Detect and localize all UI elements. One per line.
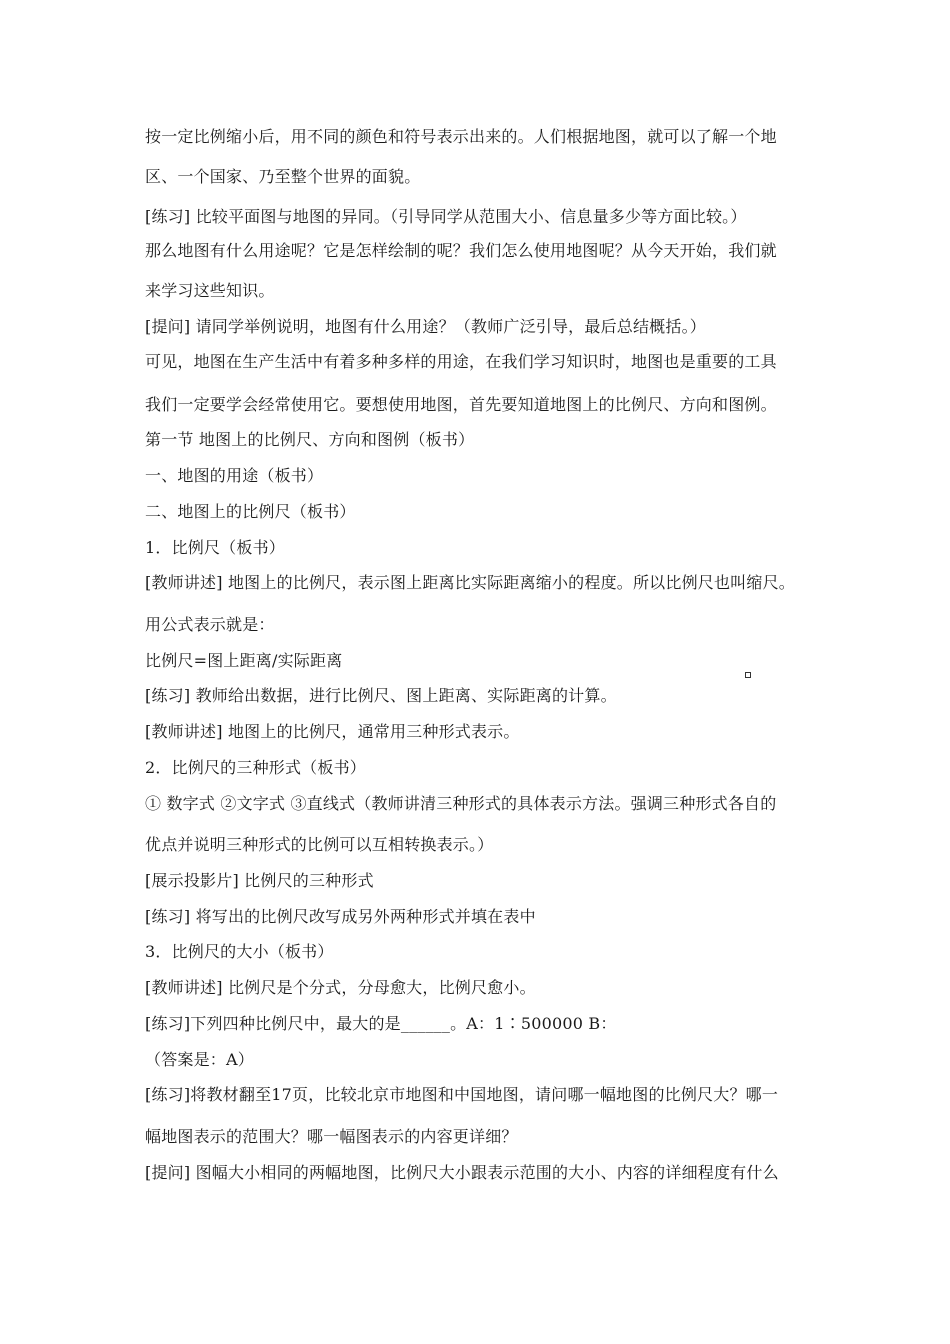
text-line-15: 比例尺=图上距离/实际距离 bbox=[145, 651, 343, 670]
text-line-19: ① 数字式 ②文字式 ③直线式（教师讲清三种形式的具体表示方法。强调三种形式各自的 bbox=[145, 794, 777, 813]
text-line-5: 来学习这些知识。 bbox=[145, 281, 275, 300]
text-line-16: [练习] 教师给出数据，进行比例尺、图上距离、实际距离的计算。 bbox=[145, 686, 617, 705]
text-line-13: [教师讲述] 地图上的比例尺，表示图上距离比实际距离缩小的程度。所以比例尺也叫缩尺。 bbox=[145, 573, 795, 592]
text-line-11: 二、地图上的比例尺（板书） bbox=[145, 502, 356, 521]
text-line-20: 优点并说明三种形式的比例可以互相转换表示。） bbox=[145, 835, 494, 854]
text-line-7: 可见，地图在生产生活中有着多种多样的用途，在我们学习知识时，地图也是重要的工具 bbox=[145, 352, 777, 371]
text-line-27: [练习]将教材翻至17页，比较北京市地图和中国地图，请问哪一幅地图的比例尺大？哪一 bbox=[145, 1085, 779, 1104]
text-line-14: 用公式表示就是： bbox=[145, 615, 275, 634]
text-line-8: 我们一定要学会经常使用它。要想使用地图，首先要知道地图上的比例尺、方向和图例。 bbox=[145, 395, 777, 414]
text-line-12: 1．比例尺（板书） bbox=[145, 538, 285, 557]
text-line-25: [练习]下列四种比例尺中，最大的是______。A：1∶500000 B： bbox=[145, 1014, 617, 1033]
text-line-26: （答案是：A） bbox=[145, 1050, 254, 1069]
text-line-22: [练习] 将写出的比例尺改写成另外两种形式并填在表中 bbox=[145, 907, 536, 926]
text-line-9: 第一节 地图上的比例尺、方向和图例（板书） bbox=[145, 430, 475, 449]
text-line-2: 区、一个国家、乃至整个世界的面貌。 bbox=[145, 167, 421, 186]
text-line-23: 3．比例尺的大小（板书） bbox=[145, 942, 334, 961]
text-line-21: [展示投影片] 比例尺的三种形式 bbox=[145, 871, 374, 890]
text-line-10: 一、地图的用途（板书） bbox=[145, 466, 324, 485]
object-anchor-marker bbox=[745, 672, 751, 678]
text-line-28: 幅地图表示的范围大？哪一幅图表示的内容更详细？ bbox=[145, 1127, 518, 1146]
text-line-29: [提问] 图幅大小相同的两幅地图，比例尺大小跟表示范围的大小、内容的详细程度有什么 bbox=[145, 1163, 779, 1182]
text-line-17: [教师讲述] 地图上的比例尺，通常用三种形式表示。 bbox=[145, 722, 520, 741]
text-line-4: 那么地图有什么用途呢？它是怎样绘制的呢？我们怎么使用地图呢？从今天开始，我们就 bbox=[145, 241, 777, 260]
text-line-6: [提问] 请同学举例说明，地图有什么用途？（教师广泛引导，最后总结概括。） bbox=[145, 317, 706, 336]
text-line-24: [教师讲述] 比例尺是个分式，分母愈大，比例尺愈小。 bbox=[145, 978, 536, 997]
text-line-1: 按一定比例缩小后，用不同的颜色和符号表示出来的。人们根据地图，就可以了解一个地 bbox=[145, 127, 777, 146]
text-line-18: 2．比例尺的三种形式（板书） bbox=[145, 758, 366, 777]
text-line-3: [练习] 比较平面图与地图的异同。（引导同学从范围大小、信息量多少等方面比较。） bbox=[145, 207, 747, 226]
